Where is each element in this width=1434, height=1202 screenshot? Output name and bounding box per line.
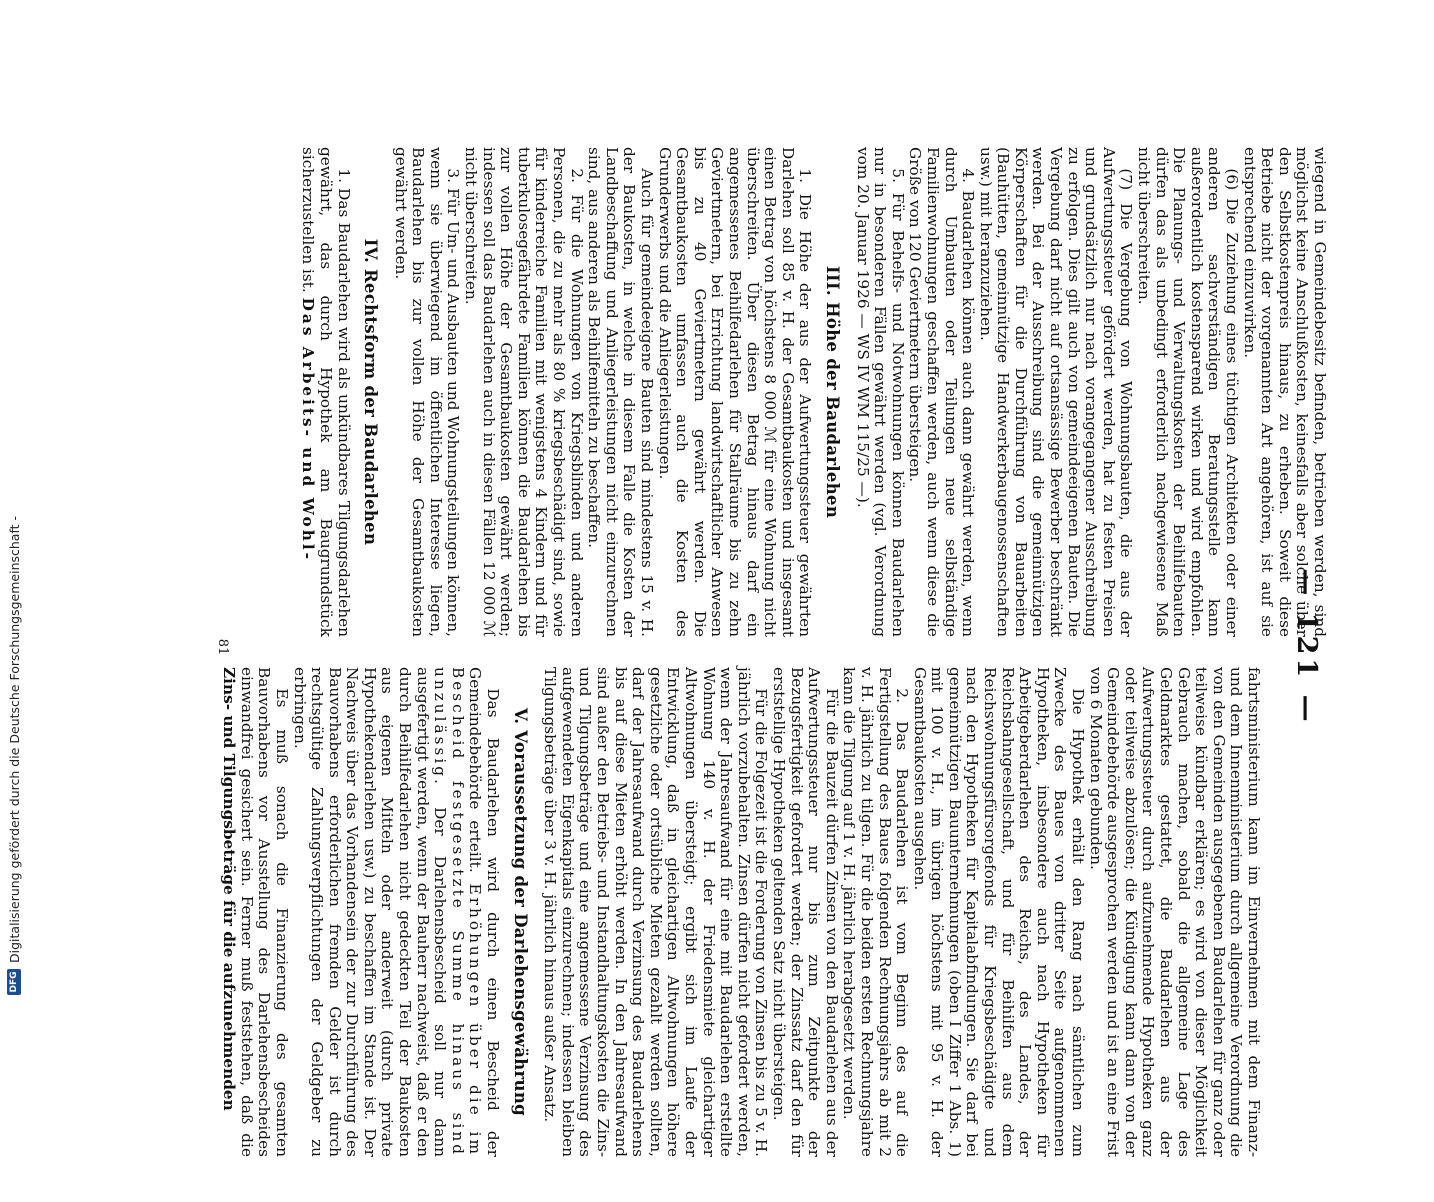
paragraph: 2. Für die Wohnungen von Kriegsblinden und anderen Personen, die zu mehr als 80 % kriegsbeschädigt sind, sowie für kinderreiche Familien mit wenigstens 4 Kindern und für tuberkulosegefährdete Familien können die Baudarlehen bis zur vollen Höhe der Gesamtbaukosten gewährt werden; indessen soll das Baudarlehen auch in diesen Fällen 12 000 ℳ nicht überschreiten. [462, 147, 586, 637]
paragraph: (7) Die Vergebung von Wohnungsbauten, die aus der Aufwertungssteuer gefördert werden, hat zu festen Preisen und grundsätzlich nur nach vorangegangener Ausschreibung zu erfolgen. Dies gilt auch von gemeindeeigenen Bauten. Die Vergebung darf nicht auf ortsansässige Bewerber beschränkt werden. Bei der Ausschreibung sind die gemeinnützigen Körperschaften für die Durchführung von Bauarbeiten (Bauhütten, gemeinnützige Handwerkerbaugenossenschaften usw.) mit heranzuziehen. [976, 147, 1136, 637]
emphasized-text: Zins- und Tilgungsbeträge für die aufzunehmenden [220, 667, 239, 1111]
paragraph: 3. Für Um- und Ausbauten und Wohnungsteilungen können, wenn sie überwiegend im öffentlichen Interesse liegen, Baudarlehen bis zur vollen Höhe der Gesamtbaukosten gewährt werden. [391, 147, 463, 637]
sheet-number: 81 [215, 638, 230, 656]
paragraph: 1. Die Höhe der aus der Aufwertungssteuer gewährten Darlehen soll 85 v. H. der Gesamtbaukosten und insgesamt einen Betrag von höchstens 8 000 ℳ für eine Wohnung nicht überschreiten. Über diesen Betrag hinaus darf ein angemessenes Beihilfedarlehen für Stallräume bis zu zehn Geviertmetern, bei Errichtung landwirtschaftlicher Anwesen bis zu 40 Geviertmetern gewährt werden. Die Gesamtbaukosten umfassen auch die Kosten des Grunderwerbs und die Anliegerleistungen. [655, 147, 815, 637]
page-number: — 121 — [1291, 568, 1322, 726]
paragraph [299, 147, 352, 637]
paragraph-text: Das Baudarlehen wird durch einen Bescheid der Gemeindebehörde erteilt. [466, 667, 503, 1157]
paragraph [220, 667, 290, 1157]
paragraph: Für die Bauzeit dürfen Zinsen von den Baudarlehen aus der Aufwertungssteuer nur bis zum Zeitpunkte der Bezugsfertigkeit gefordert werden; der Zinssatz darf den für erststellige Hypotheken geltenden Satz nicht übersteigen. [769, 667, 841, 1157]
right-column [220, 667, 1262, 1157]
emphasized-text: Das Arbeits- und Wohl- [299, 297, 318, 562]
digitization-credit [2, 10, 26, 995]
paragraph [290, 667, 501, 1157]
dfg-logo: DFG [7, 969, 21, 995]
paragraph: fahrtsministerium kann im Einvernehmen mit dem Finanz- und dem Innenministerium durch allgemeine Verordnung die von den Gemeinden ausgegebenen Baudarlehen für ganz oder teilweise kündbar erklären; es wird von dieser Möglichkeit Gebrauch machen, sobald die allgemeine Lage des Geldmarktes gestattet, die Baudarlehen aus der Aufwertungssteuer durch aufzunehmende Hypotheken ganz oder teilweise abzulösen; die Kündigung kann dann von der Gemeindebehörde ausgesprochen werden und ist an eine Frist von 6 Monaten gebunden. [1086, 667, 1263, 1157]
paragraph: 5. Für Behelfs- und Notwohnungen können Baudarlehen nur in besonderen Fällen gewährt werden (vgl. Verordnung vom 20. Januar 1926 — WS IV WM 115/25 —). [853, 147, 907, 637]
paragraph-text: 1. Das Baudarlehen wird als unkündbares Tilgungsdarlehen gewährt, das durch Hypothek am Baugrundstück sicherzustellen ist. [299, 147, 353, 637]
spaced-text: Erhöhungen über die im Bescheid festgesetzte Summe hinaus sind unzulässig. [431, 667, 485, 1157]
paragraph: Die Hypothek erhält den Rang nach sämtlichen zum Zwecke des Baues von dritter Seite aufgenommenen Hypotheken, insbesondere auch nach Hypotheken für Arbeitgeberdarlehen des Reichs, des Landes, der Reichsbahngesellschaft, und für Beihilfen aus dem Reichswohnungsfürsorgefonds für Kriegsbeschädigte und nach den Hypotheken für Kapitalabfindungen. Sie darf bei gemeinnützigen Bauunternehmungen (oben I Ziffer 1 Abs. 1) mit 100 v. H., im übrigen höchstens mit 95 v. H. der Gesamtbaukosten ausgehen. [910, 667, 1088, 1157]
paragraph-text: Es muß sonach die Finanzierung des gesamten Bauvorhabens vor Ausstellung des Darlehensbescheides einwandfrei gesichert sein. Ferner muß feststehen, daß die [237, 667, 291, 1157]
section-heading-iii: III. Höhe der Baudarlehen [822, 265, 842, 519]
rotated-page-content [165, 92, 1340, 1202]
paragraph-text: Der Darlehensbescheid soll nur dann ausgefertigt werden, wenn der Bauherr nachweist, daß er den durch Beihilfedarlehen nicht gedeckten Teil der Baukosten aus eigenen Mitteln oder anderweit (durch private Hypothekendarlehen usw.) zu beschaffen im Stande ist. Der Nachweis über das Vorhandensein der zur Durchführung des Bauvorhabens erforderlichen fremden Gelder ist durch rechtsgültige Zahlungsverpflichtungen der Geldgeber zu erbringen. [290, 667, 450, 1157]
paragraph: 2. Das Baudarlehen ist vom Beginn des auf die Fertigstellung des Baues folgenden Rechnungsjahrs ab mit 2 v. H. jährlich zu tilgen. Für die beiden ersten Rechnungsjahre kann die Tilgung auf 1 v. H. jährlich herabgesetzt werden. [840, 667, 912, 1157]
section-heading-iv: IV. Rechtsform der Baudarlehen [361, 238, 381, 546]
section-heading-v: V. Voraussetzung der Darlehensgewährung [510, 708, 530, 1116]
paragraph: 4. Baudarlehen können auch dann gewährt werden, wenn durch Umbauten oder Teilungen neue selbständige Familienwohnungen geschaffen werden, auch wenn diese die Größe von 120 Geviertmetern übersteigen. [906, 147, 978, 637]
left-column [299, 147, 1328, 637]
paragraph: wiegend in Gemeindebesitz befinden, betrieben werden, sind möglichst keine Anschlußkosten, keinesfalls aber solche über den Selbstkostenpreis hinaus, zu erheben. Soweit diese Betriebe nicht der vorgenannten Art angehören, ist auf sie entsprechend einzuwirken. [1240, 147, 1329, 637]
credit-text: Digitalisierung gefördert durch die Deutsche Forschungsgemeinschaft - [6, 515, 22, 963]
paragraph: (6) Die Zuziehung eines tüchtigen Architekten oder einer anderen sachverständigen Beratungsstelle kann außerordentlich kostensparend wirken und wird empfohlen. Die Planungs- und Verwaltungskosten der Beihilfebauten dürfen das als unbedingt erforderlich nachgewiesene Maß nicht überschreiten. [1135, 147, 1242, 637]
paragraph: Auch für gemeindeeigene Bauten sind mindestens 15 v. H. der Baukosten, in welche in diesem Falle die Kosten der Landbeschaffung und Anliegerleistungen nicht einzurechnen sind, aus anderen als Beihilfemitteln zu beschaffen. [585, 147, 657, 637]
paragraph: Für die Folgezeit ist die Forderung von Zinsen bis zu 5 v. H. jährlich vorzubehalten. Zinsen dürfen nicht gefordert werden, wenn der Jahresaufwand für eine mit Baudarlehen erstellte Wohnung 140 v. H. der Friedensmiete gleichartiger Altwohnungen übersteigt; ergibt sich im Laufe der Entwicklung, daß in gleichartigen Altwohnungen höhere gesetzliche oder ortsübliche Mieten gezahlt werden sollten, darf der Jahresaufwand durch Verzinsung des Baudarlehens bis auf diese Mieten erhöht werden. In den Jahresaufwand sind außer den Betriebs- und Instandhaltungskosten die Zins- und Tilgungsbeträge und eine angemessene Verzinsung des aufgewendeten Eigenkapitals einzurechnen; indessen bleiben Tilgungsbeträge über 3 v. H. jährlich hinaus außer Ansatz. [541, 667, 771, 1157]
